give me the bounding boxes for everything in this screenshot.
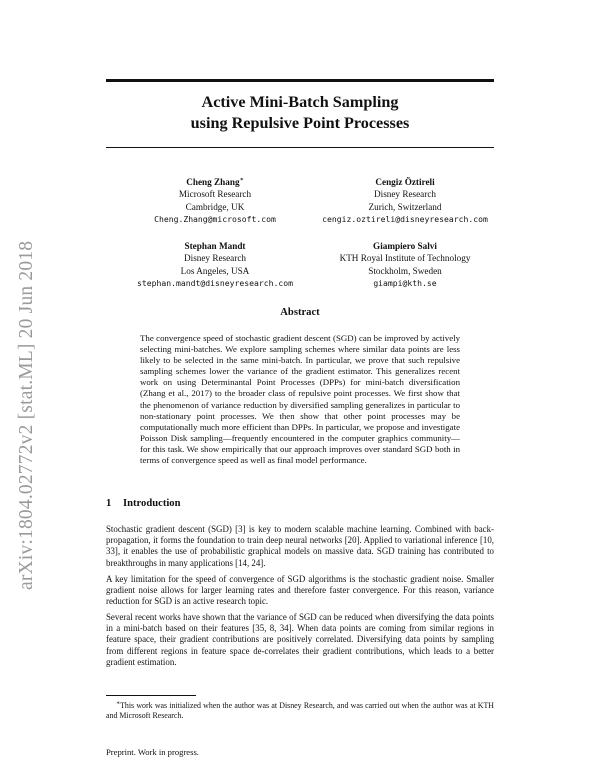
author-affiliation: Microsoft Research [178,189,252,200]
author-email: Cheng.Zhang@microsoft.com [154,214,276,225]
author-block [305,240,505,290]
author-block [120,240,310,290]
author-name: Cheng Zhang∗ [186,176,244,187]
footnote [106,701,494,721]
author-name: Stephan Mandt [184,241,246,251]
author-email: stephan.mandt@disneyresearch.com [137,278,293,289]
body-paragraph: Several recent works have shown that the variance of SGD can be reduced when diversifying the data points in a mini-batch based on their features [35, 8, 34]. When data points are coming from similar regions in feature space, their gradient contributions are positively correlated. Diversifying data points by sampling from different regions in feature space de-correlates their gradient contributions, which leads to a better gradient estimation. [106,612,494,667]
author-email: giampi@kth.se [373,278,437,289]
abstract-heading: Abstract [280,307,320,318]
title-line-2: using Repulsive Point Processes [190,114,410,132]
footnote-rule [106,695,196,696]
footnote-mark: ∗ [116,700,121,707]
section-heading [106,498,181,509]
author-name: Giampiero Salvi [373,241,437,251]
title-bottom-rule [106,147,494,148]
body-paragraph: Stochastic gradient descent (SGD) [3] is key to modern scalable machine learning. Combined with back-propagation, it forms the foundation to train deep neural networks [20]. Applied to variational inference [10, 33], it enables the use of probabilistic graphical models on massive data. SGD training has contributed to breakthroughs in many applications [14, 24]. [106,524,494,568]
author-location: Zurich, Switzerland [368,201,442,212]
footnote-text: This work was initialized when the author was at Disney Research, and was carried out when the author was at KTH and Microsoft Research. [106,701,494,720]
author-affiliation: KTH Royal Institute of Technology [339,253,471,264]
title-line-1: Active Mini-Batch Sampling [201,93,399,111]
footnote-mark: ∗ [239,176,244,183]
section-title: Introduction [123,498,181,509]
author-block [305,176,505,226]
abstract-text: The convergence speed of stochastic gradient descent (SGD) can be improved by actively selecting mini-batches. We explore sampling schemes where similar data points are less likely to be selected in the same mini-batch. In particular, we prove that such repulsive sampling schemes lower the variance of the gradient estimator. This generalizes recent work on using Determinantal Point Processes (DPPs) for mini-batch diversification (Zhang et al., 2017) to the broader class of repulsive point processes. We first show that the phenomenon of variance reduction by diversified sampling generalizes in particular to non-stationary point processes. We then show that other point processes may be computationally much more efficient than DPPs. In particular, we propose and investigate Poisson Disk sampling—frequently encountered in the computer graphics community—for this task. We show empirically that our approach improves over standard SGD both in terms of convergence speed as well as final model performance. [140,333,460,466]
author-name: Cengiz Öztireli [375,177,435,187]
author-location: Stockholm, Sweden [368,265,442,276]
author-email: cengiz.oztireli@disneyresearch.com [322,214,488,225]
section-number: 1 [106,498,112,509]
author-location: Los Angeles, USA [180,265,250,276]
arxiv-identifier: arXiv:1804.02772v2 [stat.ML] 20 Jun 2018 [16,240,37,590]
title-top-rule [106,79,494,82]
preprint-note: Preprint. Work in progress. [106,747,199,757]
author-affiliation: Disney Research [184,253,246,264]
author-location: Cambridge, UK [185,201,245,212]
author-affiliation: Disney Research [374,189,436,200]
body-paragraph: A key limitation for the speed of convergence of SGD algorithms is the stochastic gradient noise. Smaller gradient noise allows for larger learning rates and therefore faster convergence. For this reason, variance reduction for SGD is an active research topic. [106,574,494,607]
author-block [130,176,300,226]
paper-title [106,92,494,134]
